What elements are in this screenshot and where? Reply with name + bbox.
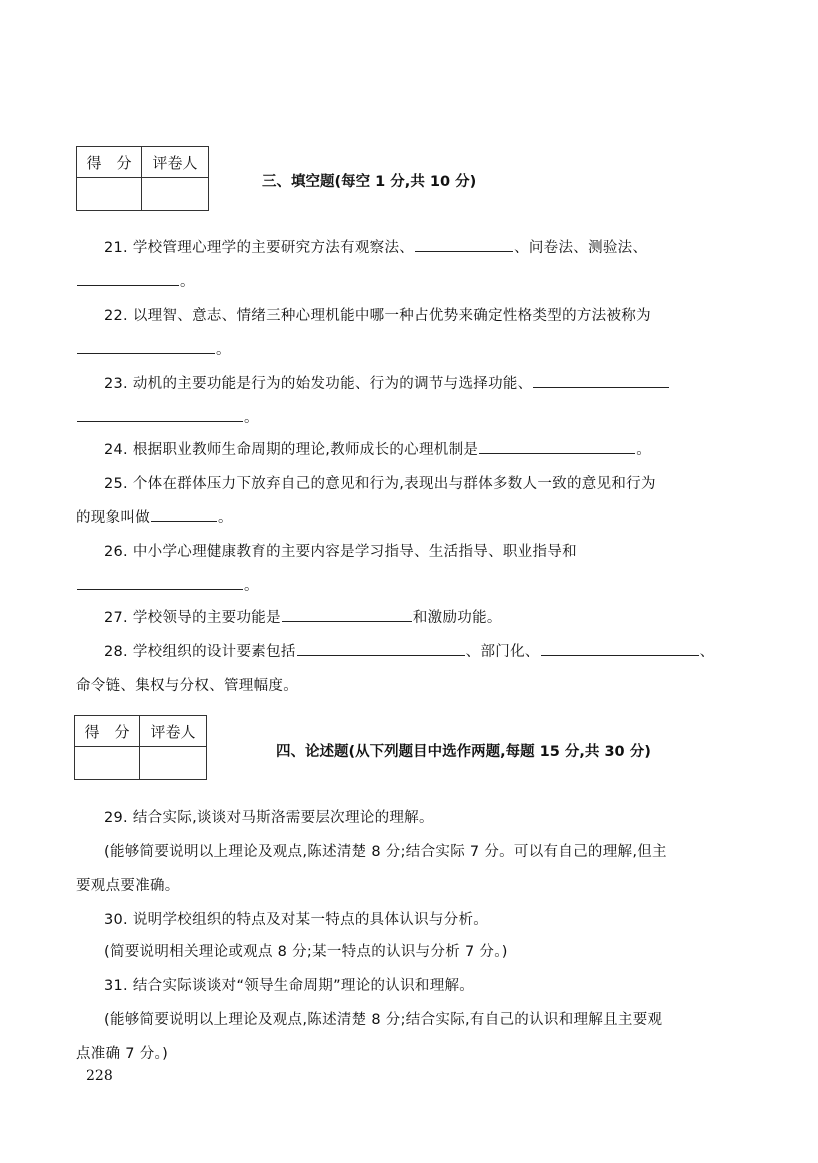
question-23: 23. 动机的主要功能是行为的始发功能、行为的调节与选择功能、	[104, 372, 670, 393]
question-29-note: (能够简要说明以上理论及观点,陈述清楚 8 分;结合实际 7 分。可以有自己的理解,但主	[104, 844, 667, 860]
score-header: 得 分	[75, 716, 140, 747]
q26-blank	[77, 575, 243, 590]
question-29-note-cont: 要观点要准确。	[76, 878, 180, 894]
q22-blank	[77, 339, 215, 354]
question-24: 24. 根据职业教师生命周期的理论,教师成长的心理机制是 。	[104, 438, 651, 459]
q21-blank-2	[77, 271, 179, 286]
q28-blank-1	[297, 641, 465, 656]
question-22-cont: 。	[76, 338, 231, 359]
question-25: 25. 个体在群体压力下放弃自己的意见和行为,表现出与群体多数人一致的意见和行为	[104, 476, 656, 492]
question-26-cont: 。	[76, 574, 259, 595]
question-21-cont: 。	[76, 270, 195, 291]
question-31-note: (能够简要说明以上理论及观点,陈述清楚 8 分;结合实际,有自己的认识和理解且主要观	[104, 1012, 663, 1028]
question-31: 31. 结合实际谈谈对“领导生命周期”理论的认识和理解。	[104, 978, 475, 994]
question-23-cont: 。	[76, 406, 259, 427]
score-cell	[75, 747, 140, 780]
question-21: 21. 学校管理心理学的主要研究方法有观察法、 、问卷法、测验法、	[104, 236, 647, 257]
question-29: 29. 结合实际,谈谈对马斯洛需要层次理论的理解。	[104, 810, 434, 826]
grader-cell	[140, 747, 207, 780]
score-header: 得 分	[77, 147, 142, 178]
score-box-section-4	[74, 715, 207, 780]
q28-blank-2	[541, 641, 699, 656]
grader-cell	[142, 178, 209, 211]
page-number: 228	[86, 1068, 113, 1084]
q23-blank-2	[77, 407, 243, 422]
question-31-note-cont: 点准确 7 分。)	[76, 1046, 169, 1062]
question-26: 26. 中小学心理健康教育的主要内容是学习指导、生活指导、职业指导和	[104, 544, 577, 560]
q24-blank	[479, 439, 635, 454]
question-22: 22. 以理智、意志、情绪三种心理机能中哪一种占优势来确定性格类型的方法被称为	[104, 308, 651, 324]
question-28: 28. 学校组织的设计要素包括 、部门化、 、	[104, 640, 714, 661]
score-box-section-3	[76, 146, 209, 211]
score-cell	[77, 178, 142, 211]
question-30-note: (简要说明相关理论或观点 8 分;某一特点的认识与分析 7 分。)	[104, 944, 508, 960]
question-30: 30. 说明学校组织的特点及对某一特点的具体认识与分析。	[104, 912, 489, 928]
section-3-title: 三、填空题(每空 1 分,共 10 分)	[262, 174, 477, 190]
question-27: 27. 学校领导的主要功能是 和激励功能。	[104, 606, 502, 627]
q27-blank	[282, 607, 412, 622]
grader-header: 评卷人	[140, 716, 207, 747]
grader-header: 评卷人	[142, 147, 209, 178]
section-4-title: 四、论述题(从下列题目中选作两题,每题 15 分,共 30 分)	[276, 744, 651, 760]
question-28-cont: 命令链、集权与分权、管理幅度。	[76, 678, 298, 694]
q21-blank-1	[415, 237, 513, 252]
q23-blank-1	[533, 373, 669, 388]
q25-blank	[151, 507, 217, 522]
question-25-cont: 的现象叫做 。	[76, 506, 233, 527]
